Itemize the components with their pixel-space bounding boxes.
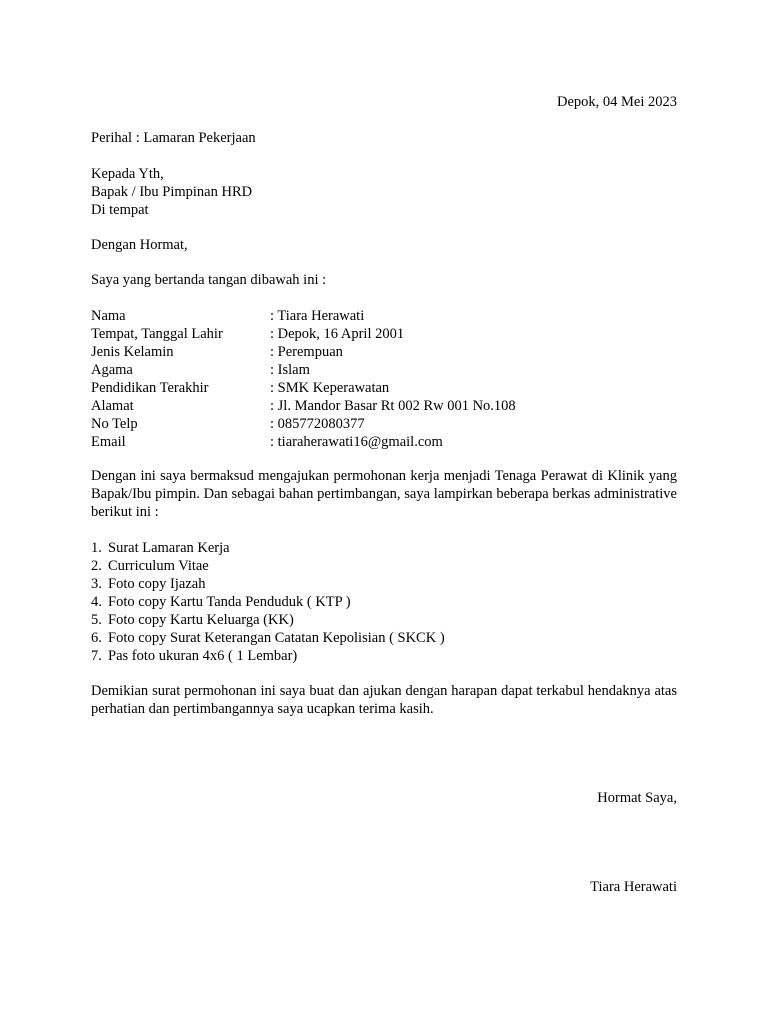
- list-item: [91, 611, 677, 629]
- list-number: 3.: [91, 576, 102, 592]
- list-item: [91, 629, 677, 647]
- sign-off: Hormat Saya,: [597, 790, 677, 806]
- info-label: Tempat, Tanggal Lahir: [91, 326, 223, 342]
- recipient-line: Bapak / Ibu Pimpinan HRD: [91, 184, 253, 200]
- recipient-block: [91, 165, 677, 219]
- recipient-line: Kepada Yth,: [91, 166, 164, 182]
- list-text: Foto copy Surat Keterangan Catatan Kepolisian ( SKCK ): [108, 630, 445, 646]
- body-paragraph: Dengan ini saya bermaksud mengajukan permohonan kerja menjadi Tenaga Perawat di Klinik yang Bapak/Ibu pimpin. Dan sebagai bahan pertimbangan, saya lampirkan beberapa berkas administrative berikut ini :: [91, 468, 677, 520]
- list-text: Foto copy Kartu Tanda Penduduk ( KTP ): [108, 594, 351, 610]
- list-item: [91, 539, 677, 557]
- list-text: Foto copy Kartu Keluarga (KK): [108, 612, 294, 628]
- info-value: : Depok, 16 April 2001: [270, 326, 405, 342]
- info-row-education: [91, 379, 677, 397]
- signature-name: Tiara Herawati: [590, 879, 677, 895]
- list-number: 4.: [91, 594, 102, 610]
- info-label: Pendidikan Terakhir: [91, 380, 209, 396]
- info-label: Jenis Kelamin: [91, 344, 174, 360]
- info-label: No Telp: [91, 416, 138, 432]
- info-value: : Perempuan: [270, 344, 343, 360]
- info-value: : Jl. Mandor Basar Rt 002 Rw 001 No.108: [270, 398, 516, 414]
- info-value: : Tiara Herawati: [270, 308, 365, 324]
- list-item: [91, 575, 677, 593]
- list-item: [91, 647, 677, 665]
- recipient-line: Di tempat: [91, 202, 149, 218]
- list-text: Curriculum Vitae: [108, 558, 209, 574]
- info-value: : SMK Keperawatan: [270, 380, 390, 396]
- applicant-info-table: [91, 307, 677, 451]
- info-row-phone: [91, 415, 677, 433]
- list-number: 6.: [91, 630, 102, 646]
- list-item: [91, 557, 677, 575]
- info-row-gender: [91, 343, 677, 361]
- list-item: [91, 593, 677, 611]
- info-value: : Islam: [270, 362, 310, 378]
- info-label: Alamat: [91, 398, 134, 414]
- place-date: Depok, 04 Mei 2023: [556, 94, 677, 110]
- info-label: Agama: [91, 362, 133, 378]
- info-label: Nama: [91, 308, 126, 324]
- info-label: Email: [91, 434, 126, 450]
- list-number: 5.: [91, 612, 102, 628]
- list-text: Surat Lamaran Kerja: [108, 540, 230, 556]
- closing-paragraph: Demikian surat permohonan ini saya buat dan ajukan dengan harapan dapat terkabul hendaknya atas perhatian dan pertimbangannya saya ucapkan terima kasih.: [91, 683, 677, 717]
- info-row-email: [91, 433, 677, 451]
- greeting: Dengan Hormat,: [91, 237, 188, 253]
- list-text: Pas foto ukuran 4x6 ( 1 Lembar): [108, 648, 298, 664]
- info-row-religion: [91, 361, 677, 379]
- info-row-birth: [91, 325, 677, 343]
- intro-line: Saya yang bertanda tangan dibawah ini :: [91, 272, 327, 288]
- info-row-address: [91, 397, 677, 415]
- list-text: Foto copy Ijazah: [108, 576, 206, 592]
- info-value: : 085772080377: [270, 416, 365, 432]
- info-value: : tiaraherawati16@gmail.com: [270, 434, 443, 450]
- attachment-list: [91, 539, 677, 665]
- list-number: 7.: [91, 648, 102, 664]
- info-row-name: [91, 307, 677, 325]
- list-number: 2.: [91, 558, 102, 574]
- list-number: 1.: [91, 540, 102, 556]
- subject-line: Perihal : Lamaran Pekerjaan: [91, 130, 256, 146]
